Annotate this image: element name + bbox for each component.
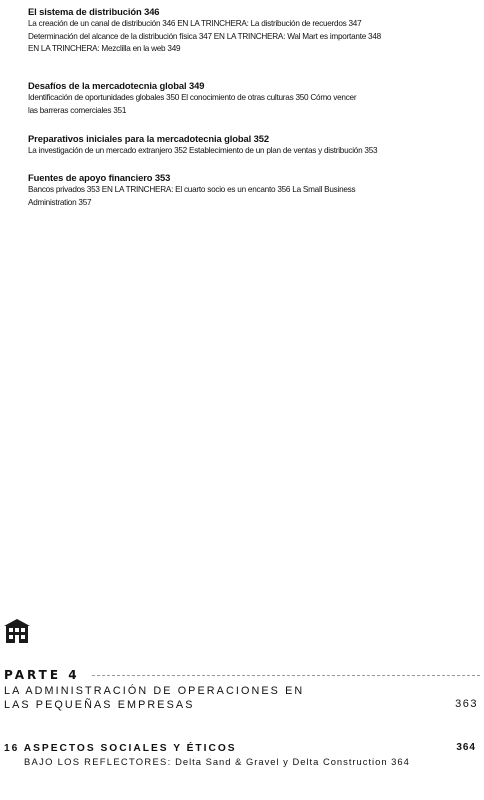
part-divider <box>92 675 480 676</box>
chapter-title: 16 ASPECTOS SOCIALES Y ÉTICOS <box>4 743 237 754</box>
section-title: El sistema de distribución 346 <box>28 6 160 17</box>
section-line: La creación de un canal de distribución 346 EN LA TRINCHERA: La distribución de recuerdos 347 <box>28 19 362 28</box>
part-title-line: LAS PEQUEÑAS EMPRESAS <box>4 699 195 711</box>
toc-section <box>28 133 468 158</box>
section-line: las barreras comerciales 351 <box>28 105 127 115</box>
section-line: Determinación del alcance de la distribución física 347 EN LA TRINCHERA: Wal Mart es importante 348 <box>28 31 381 41</box>
part-title <box>4 684 444 712</box>
toc-section <box>28 80 468 117</box>
spotlight-label: BAJO LOS REFLECTORES: <box>24 756 172 767</box>
chapter-page-number: 364 <box>456 742 476 753</box>
spotlight-text: Delta Sand & Gravel y Delta Construction 364 <box>175 756 410 767</box>
part-title-line: LA ADMINISTRACIÓN DE OPERACIONES EN <box>4 685 305 697</box>
part-label: PARTE 4 <box>4 668 80 682</box>
part-page-number: 363 <box>455 698 478 710</box>
section-line: Administration 357 <box>28 197 92 207</box>
section-title: Fuentes de apoyo financiero 353 <box>28 172 171 183</box>
section-title: Desafíos de la mercadotecnia global 349 <box>28 80 205 91</box>
section-line: La investigación de un mercado extranjero 352 Establecimiento de un plan de ventas y distribución 353 <box>28 146 378 155</box>
section-line: EN LA TRINCHERA: Mezclilla en la web 349 <box>28 44 181 53</box>
part-header <box>4 666 480 680</box>
toc-section <box>28 6 468 56</box>
toc-section <box>28 172 468 209</box>
section-line: Bancos privados 353 EN LA TRINCHERA: El cuarto socio es un encanto 356 La Small Business <box>28 185 356 194</box>
building-icon <box>2 617 32 650</box>
section-title: Preparativos iniciales para la mercadotecnia global 352 <box>28 133 269 144</box>
chapter-spotlight <box>24 756 410 768</box>
section-line: Identificación de oportunidades globales 350 El conocimiento de otras culturas 350 Cómo vencer <box>28 93 357 102</box>
